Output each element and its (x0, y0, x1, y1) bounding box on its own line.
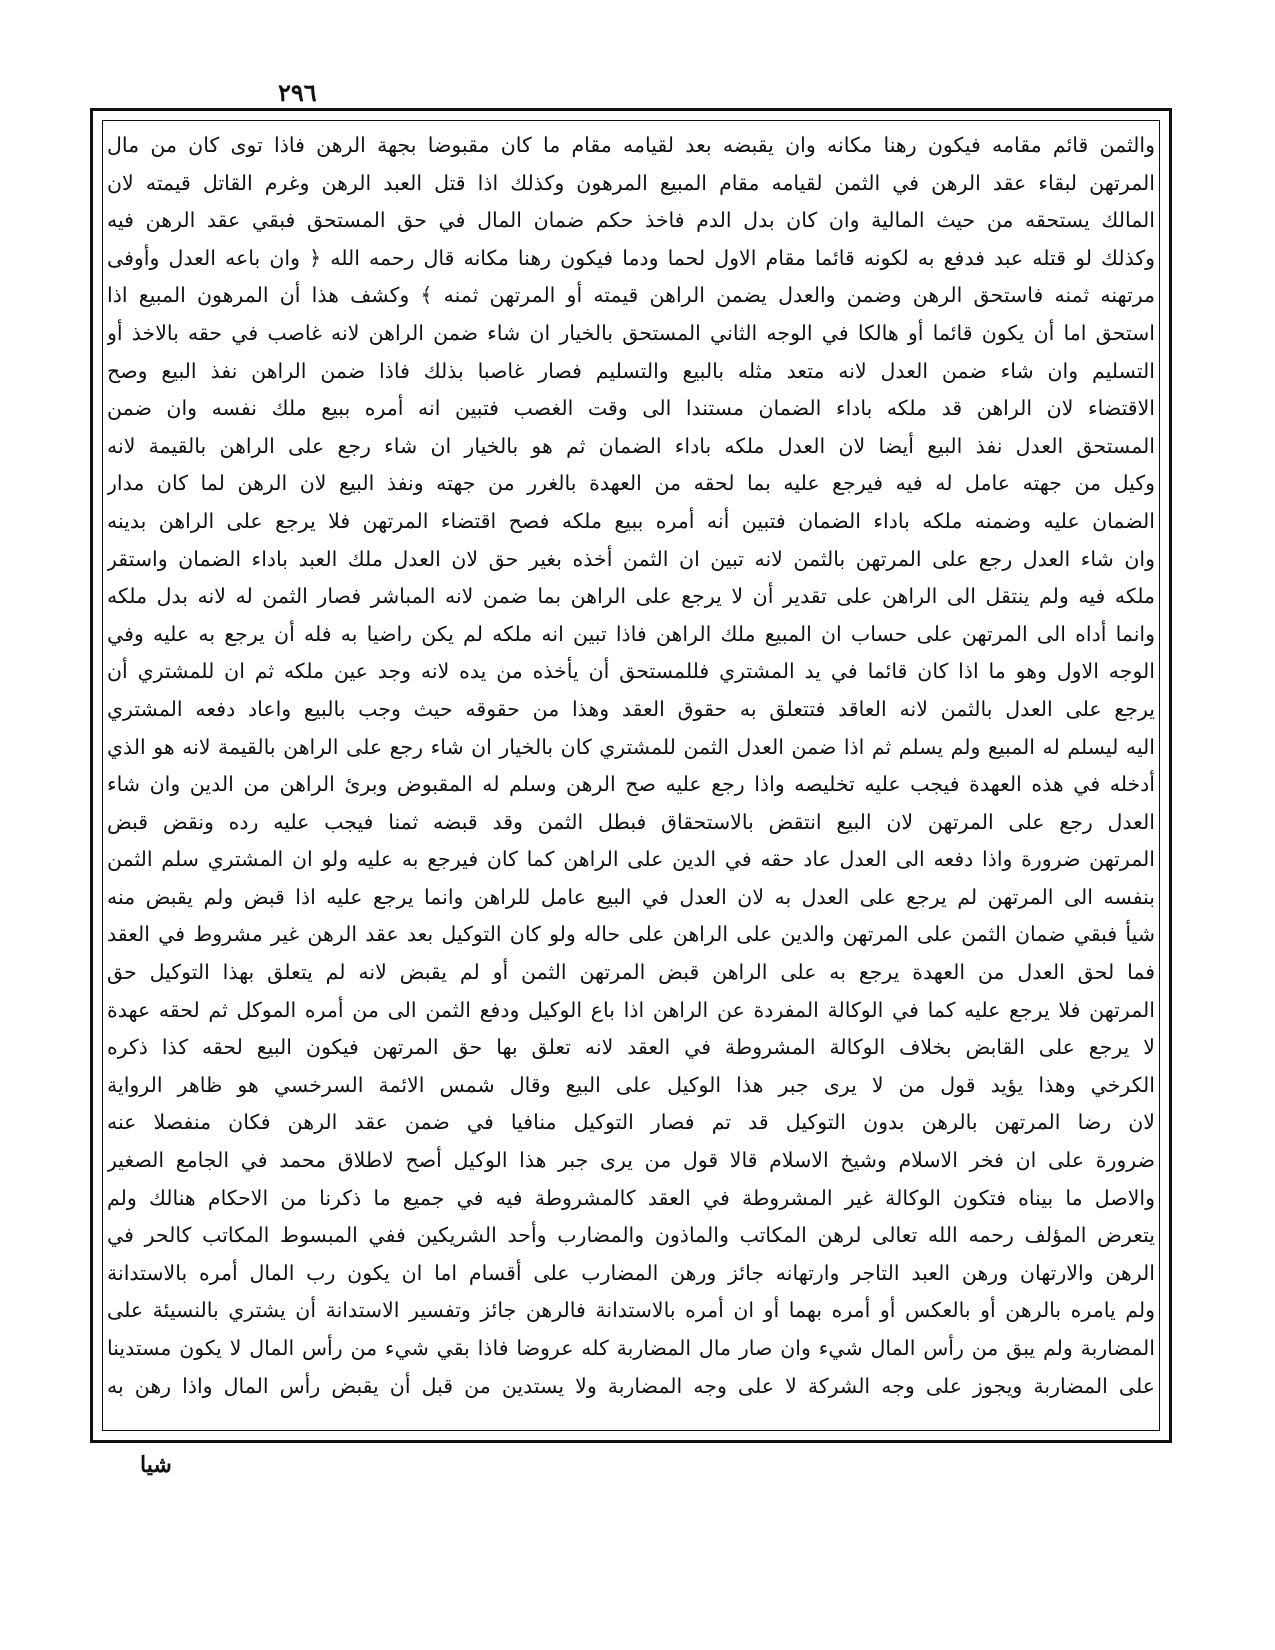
catchword: شيا (140, 1452, 172, 1478)
text-line: الوجه الاول وهو ما اذا كان قائما في يد المشتري فللمستحق أن يأخذه من يده لانه وجد عين ملكه ثم ان للمشتري أن (107, 659, 1155, 684)
text-line: ضرورة على ان فخر الاسلام وشيخ الاسلام قالا قول من يرى جبر هذا الوكيل أصح لاطلاق محمد في الجامع الصغير (107, 1148, 1155, 1173)
text-line: المالك يستحقه من حيث المالية وان كان بدل الدم فاخذ حكم ضمان المال في حق المستحق فبقي عقد الرهن فيه (107, 208, 1155, 233)
text-line: المرتهن ضرورة واذا دفعه الى العدل عاد حقه في الدين على الراهن كما كان فيرجع به عليه ولو ان المشتري سلم الثمن (107, 847, 1155, 872)
text-line: على المضاربة ويجوز على وجه الشركة لا على وجه المضاربة ولا يستدين من قبل أن يقبض رأس المال واذا رهن به (107, 1373, 1155, 1398)
text-line: والثمن قائم مقامه فيكون رهنا مكانه وان يقبضه بعد لقيامه مقام ما كان مقبوضا بجهة الرهن فاذا توى كان من مال (107, 133, 1155, 157)
text-line: المضاربة ولم يبق من رأس المال شيء وان صار مال المضاربة كله عروضا فاذا بقي شيء من رأس المال لا يكون مستدينا (107, 1336, 1155, 1360)
text-line: الضمان عليه وضمنه ملكه باداء الضمان فتبين أنه أمره ببيع ملكه فصح اقتضاء المرتهن فلا يرجع على الراهن بدينه (107, 508, 1155, 533)
text-line: ولم يامره بالرهن أو بالعكس أو أمره بهما أو ان أمره بالاستدانة فالرهن جائز وتفسير الاستدانة أن يشتري بالنسيئة على (107, 1298, 1155, 1323)
text-line: الاقتضاء لان الراهن قد ملكه باداء الضمان مستندا الى وقت الغصب فتبين انه أمره ببيع ملك نفسه وان ضمن (107, 396, 1155, 421)
page-number: ٢٩٦ (278, 78, 317, 107)
text-line: المرتهن فلا يرجع عليه كما في الوكالة المفردة عن الراهن اذا باع الوكيل ودفع الثمن الى من أمره الموكل ثم لحقه عهدة (107, 997, 1155, 1022)
text-line: والاصل ما بيناه فتكون الوكالة غير المشروطة في العقد كالمشروطة فيه في جميع ما ذكرنا من الاحكام هنالك ولم (107, 1185, 1155, 1210)
text-line: شيأ فبقي ضمان الثمن على المرتهن والدين على الراهن على حاله ولو كان التوكيل بعد عقد الرهن غير مشروط في العقد (107, 922, 1155, 947)
text-line: المرتهن لبقاء عقد الرهن في الثمن لقيامه مقام المبيع المرهون وكذلك اذا قتل العبد الرهن وغرم القاتل قيمته لان (107, 170, 1155, 195)
text-line: العدل رجع على المرتهن لان البيع انتقض بالاستحقاق فبطل الثمن وقد قبضه ثمنا فيجب عليه رده ونقض قبض (107, 809, 1155, 834)
text-line: وكذلك لو قتله عبد فدفع به لكونه قائما مقام الاول لحما ودما فيكون رهنا مكانه قال رحمه الله ﴿ وان باعه العدل وأوفى (107, 245, 1155, 270)
text-line: لا يرجع على القابض بخلاف الوكالة المشروطة في العقد لانه تعلق بها حق المرتهن فيكون البيع لحقه كذا ذكره (107, 1035, 1155, 1060)
text-frame (90, 108, 1172, 1443)
text-line: اليه ليسلم له المبيع ولم يسلم ثم اذا ضمن العدل الثمن للمشتري كان بالخيار ان شاء رجع على الراهن بالقيمة لانه هو الذي (107, 734, 1155, 759)
text-line: يتعرض المؤلف رحمه الله تعالى لرهن المكاتب والماذون والمضارب وأحد الشريكين ففي المبسوط المكاتب كالحر في (107, 1223, 1155, 1248)
text-line: الكرخي وهذا يؤيد قول من لا يرى جبر هذا الوكيل على البيع وقال شمس الائمة السرخسي هو ظاهر الرواية (107, 1072, 1155, 1097)
text-line: فما لحق العدل من العهدة يرجع به على الراهن قبض المرتهن الثمن أو لم يقبض لانه لم يتعلق بهذا التوكيل حق (107, 960, 1155, 985)
text-line: وانما أداه الى المرتهن على حساب ان المبيع ملك الراهن فاذا تبين انه ملكه لم يكن راضيا به فله أن يرجع به عليه وفي (107, 621, 1155, 646)
text-line: التسليم وان شاء ضمن العدل لانه متعد مثله بالبيع والتسليم فصار غاصبا بذلك فاذا ضمن الراهن نفذ البيع وصح (107, 358, 1155, 383)
text-line: مرتهنه ثمنه فاستحق الرهن وضمن والعدل يضمن الراهن قيمته أو المرتهن ثمنه ﴾ وكشف هذا أن المرهون المبيع اذا (107, 283, 1155, 308)
text-line: ملكه فيه ولم ينتقل الى الراهن على تقدير أن لا يرجع على الراهن بما ضمن لانه المباشر فصار الثمن له لانه بدل ملكه (107, 584, 1155, 609)
text-line: أدخله في هذه العهدة فيجب عليه تخليصه واذا رجع عليه صح الرهن وسلم له المقبوض وبرئ الراهن من الدين وان شاء (107, 772, 1155, 797)
text-line: يرجع على العدل بالثمن لانه العاقد فتتعلق به حقوق العقد وهذا من حقوقه حيث وجب بالبيع واعاد دفعه المشتري (107, 696, 1155, 721)
text-line: استحق اما أن يكون قائما أو هالكا في الوجه الثاني المستحق بالخيار ان شاء ضمن الراهن لانه غاصب في حقه بالاخذ أو (107, 320, 1155, 345)
text-line: بنفسه الى المرتهن لم يرجع على العدل به لان العدل في البيع عامل للراهن وانما يرجع عليه اذا قبض ولم يقبض منه (107, 884, 1155, 909)
text-line: المستحق العدل نفذ البيع أيضا لان العدل ملكه باداء الضمان ثم هو بالخيار ان شاء رجع على الراهن بالقيمة لانه (107, 433, 1155, 458)
text-line: وان شاء العدل رجع على المرتهن بالثمن لانه تبين ان الثمن أخذه بغير حق لان العدل ملك العبد باداء الضمان واستقر (107, 546, 1155, 571)
text-line: وكيل من جهته عامل له فيه فيرجع عليه بما لحقه من العهدة بالغرر من جهته ونفذ البيع لان الرهن لما كان مدار (107, 471, 1155, 496)
text-line: لان رضا المرتهن بالرهن بدون التوكيل قد تم فصار التوكيل منافيا في ضمن عقد الرهن فكان منفصلا عنه (107, 1110, 1155, 1135)
text-line: الرهن والارتهان ورهن العبد التاجر وارتهانه جائز ورهن المضارب على أقسام اما ان يكون رب المال أمره بالاستدانة (107, 1260, 1155, 1285)
main-text (107, 127, 1155, 1432)
